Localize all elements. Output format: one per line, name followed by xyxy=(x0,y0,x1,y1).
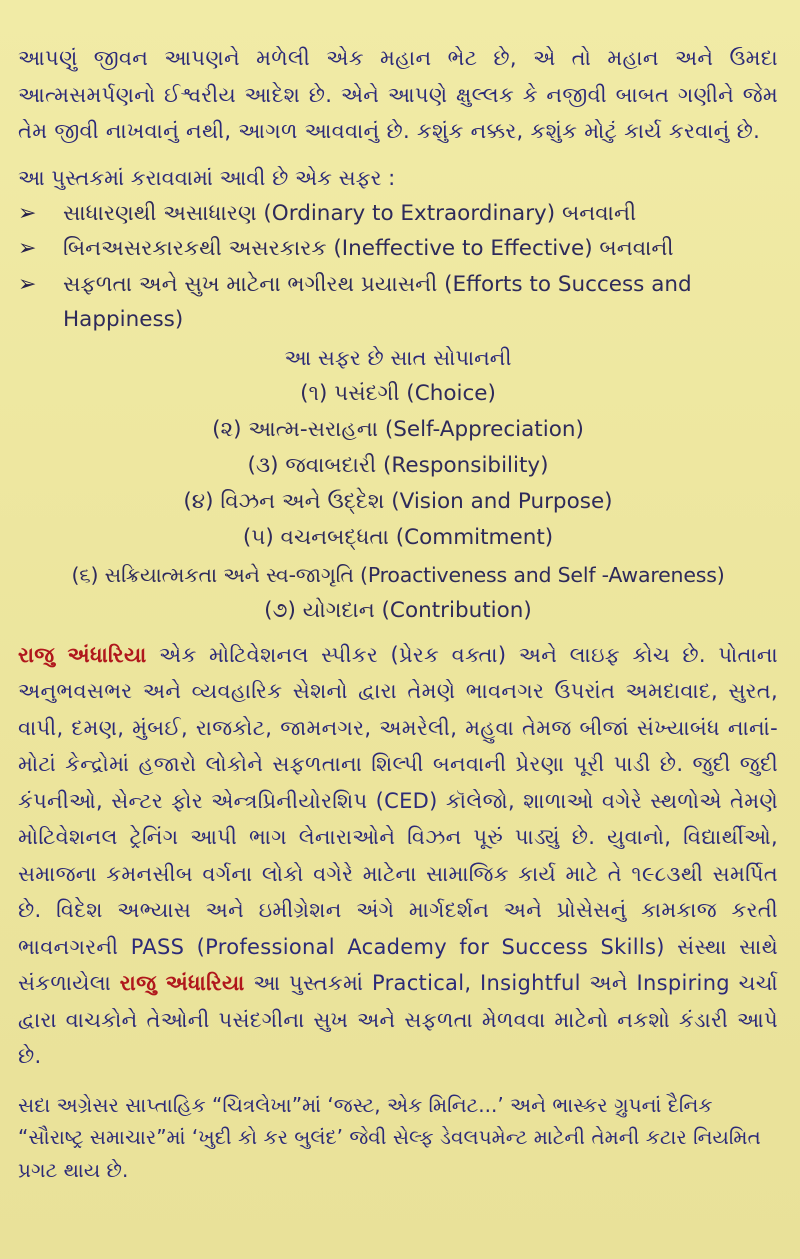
step-item: (૪) વિઝન અને ઉદ્દેશ (Vision and Purpose) xyxy=(183,489,613,515)
author-bio-paragraph xyxy=(18,637,778,1075)
column-paragraph: સદા અગ્રેસર સાપ્તાહિક “ચિત્રલેખા”માં ‘જસ્ટ, એક મિનિટ...’ અને ભાસ્કર ગ્રુપનાં દૈનિક “સૌરાષ્ટ્ર સમાચાર”માં ‘ખુદી કો કર બુલંદ’ જેવી સેલ્ફ ડેવલપમેન્ટ માટેની તેમની કટાર નિયમિત પ્રગટ થાય છે. xyxy=(18,1092,761,1182)
arrow-bullet-icon: ➢ xyxy=(18,271,37,297)
journey-item xyxy=(18,196,778,232)
arrow-bullet-icon: ➢ xyxy=(18,200,37,226)
step-item: (૨) આત્મ-સરાહના (Self-Appreciation) xyxy=(212,416,584,442)
step-item: (૬) સક્રિયાત્મકતા અને સ્વ-જાગૃતિ (Proactiveness and Self -Awareness) xyxy=(71,562,725,587)
bio-text-part-1: એક મોટિવેશનલ સ્પીકર (પ્રેરક વક્તા) અને લાઇફ કોચ છે. પોતાના અનુભવસભર અને વ્યવહારિક સેશનો દ્વારા તેમણે ભાવનગર ઉપરાંત અમદાવાદ, સુરત, વાપી, દમણ, મુંબઈ, રાજકોટ, જામનગર, અમરેલી, મહુવા તેમજ બીજાં સંખ્યાબંધ નાનાં-મોટાં કેન્દ્રોમાં હજારો લોકોને સફળતાના શિલ્પી બનવાની પ્રેરણા પૂરી પાડી છે. જુદી જુદી કંપનીઓ, સેન્ટર ફોર એન્ત્રપ્રિનીયોરશિપ (CED) કૉલેજો, શાળાઓ વગેરે સ્થળોએ તેમણે મોટિવેશનલ ટ્રેનિંગ આપી ભાગ લેનારાઓને વિઝન પૂરું પાડ્યું છે. યુવાનો, વિદ્યાર્થીઓ, સમાજના કમનસીબ વર્ગના લોકો વગેરે માટેના સામાજિક કાર્ય માટે તે ૧૯૮૩થી સમર્પિત છે. વિદેશ અભ્યાસ અને ઇમીગ્રેશન અંગે માર્ગદર્શન અને પ્રોસેસનું કામકાજ કરતી ભાવનગરની PASS (Professional Academy for Success Skills) સંસ્થા સાથે સંકળાયેલા xyxy=(18,642,778,996)
journey-item-text: બિનઅસરકારકથી અસરકારક (Ineffective to Effective) બનવાની xyxy=(63,236,674,261)
steps-title: આ સફર છે સાત સોપાનની xyxy=(284,345,512,370)
step-item: (૩) જવાબદારી (Responsibility) xyxy=(247,452,549,478)
journey-item xyxy=(18,267,778,338)
steps-list xyxy=(18,376,778,629)
journey-item-text: સાધારણથી અસાધારણ (Ordinary to Extraordinary) બનવાની xyxy=(63,200,637,226)
intro-paragraph: આપણું જીવન આપણને મળેલી એક મહાન ભેટ છે, એ તો મહાન અને ઉમદા આત્મસમર્પણનો ઈશ્વરીય આદેશ છે. એને આપણે ક્ષુલ્લક કે નજીવી બાબત ગણીને જેમ તેમ જીવી નાખવાનું નથી, આગળ આવવાનું છે. કશુંક નક્કર, કશુંક મોટું કાર્ય કરવાનું છે. xyxy=(18,46,778,143)
journey-intro: આ પુસ્તકમાં કરાવવામાં આવી છે એક સફર : xyxy=(18,165,396,190)
author-name: રાજુ અંધારિયા xyxy=(119,971,245,996)
bio-text-part-2: આ પુસ્તકમાં Practical, Insightful અને Inspiring ચર્ચા દ્વારા વાચકોને તેઓની પસંદગીના સુખ અને સફળતા મેળવવા માટેનો નકશો કંડારી આપે છે. xyxy=(18,971,778,1069)
step-item: (૫) વચનબદ્ધતા (Commitment) xyxy=(242,525,554,551)
journey-item-text: સફળતા અને સુખ માટેના ભગીરથ પ્રયાસની (Efforts to Success and Happiness) xyxy=(63,271,692,332)
journey-item xyxy=(18,231,778,267)
author-name: રાજુ અંધારિયા xyxy=(18,642,147,667)
step-item: (૭) યોગદાન (Contribution) xyxy=(264,597,532,623)
journey-list xyxy=(18,196,778,338)
step-item: (૧) પસંદગી (Choice) xyxy=(300,380,496,406)
arrow-bullet-icon: ➢ xyxy=(18,236,37,261)
